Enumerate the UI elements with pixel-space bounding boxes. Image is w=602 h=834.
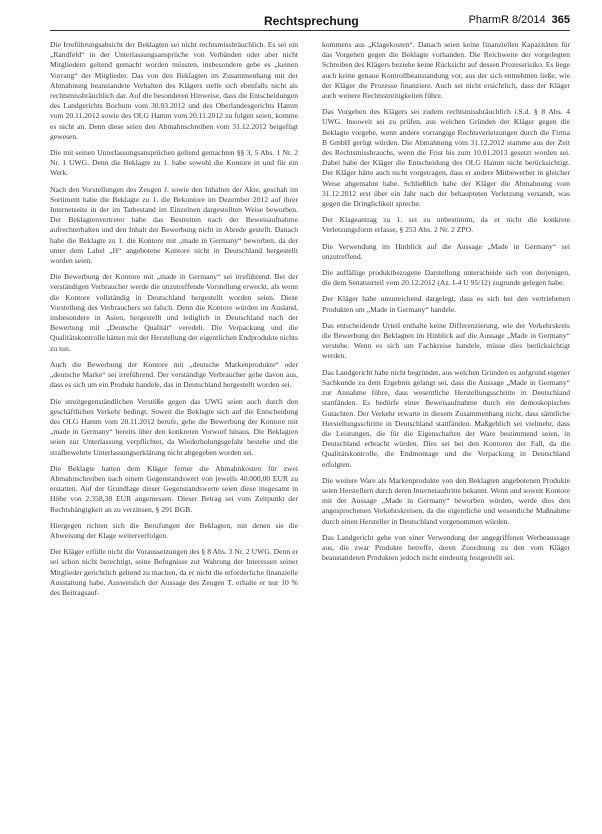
paragraph: Der Kläger erfülle nicht die Voraussetzungen des § 8 Abs. 3 Nr. 2 UWG. Denn er sei schon nicht berechtigt, seine Befugnisse zur Wahrung der Interessen seiner Mitglieder gerichtlich geltend zu machen, da er nicht die erforderliche finanzielle Ausstattung habe. Ausweislich der Aussage des Zeugen T. erhalte er nur 10 % des Beitragsauf- bbox=[50, 547, 298, 597]
left-column bbox=[50, 40, 298, 820]
paragraph: Hiergegen richten sich die Berufungen der Beklagten, mit denen sie die Abweisung der Klage weiterverfolgen. bbox=[50, 520, 298, 540]
journal-reference bbox=[469, 14, 570, 26]
paragraph: Der Kläger habe unzureichend dargelegt, dass es sich bei den vertriebenen Produkten um „Made in Germany“ handele. bbox=[322, 294, 570, 314]
right-column bbox=[322, 40, 570, 820]
paragraph: Die mit seinen Unterlassungsansprüchen geltend gemachten §§ 3, 5 Abs. 1 Nr. 2 Nr. 1 UWG. Denn die Beklagte zu 1. habe sowohl die Kontore in und für ein Werk. bbox=[50, 148, 298, 178]
journal-issue: PharmR 8/2014 bbox=[468, 14, 546, 26]
header-rule bbox=[50, 30, 570, 31]
paragraph: Die auffällige produktbezogene Darstellung unterscheide sich von derjenigen, die dem Senatsurteil vom 20.12.2012 (Az. I-4 U 95/12) zugrunde gelegen habe. bbox=[322, 268, 570, 288]
paragraph: Nach den Vorstellungen des Zeugen J. sowie den Inhalten der Akte, geschah im Sortiment habe die Beklagte zu 1. die Bekontore im Dezember 2012 auf ihrer Internetseite in der im Tatbestand im Einzelnen dargestellten Weise beworben. Der Beklagtenvertreter habe das Bestreiten nach der Beweisaufnahme aufrechterhalten und den Inhalt der Bewerbung nicht in Abrede gestellt. Danach habe die Beklagte zu 1. die Kontore mit „made in Germany“ beworben, da der unter dem Label „H“ angebotene Kontore nicht in Deutschland hergestellt worden seien. bbox=[50, 184, 298, 266]
page-number: 365 bbox=[551, 14, 570, 26]
paragraph: Das Landgericht gehe von einer Verwendung der angegriffenen Werbeaussage aus, die zwar Produkte betreffe, deren Zuordnung zu den vom Kläger beanstandeten Produkten jedoch nicht eindeutig festgestellt sei. bbox=[322, 532, 570, 563]
paragraph: Das Landgericht habe nicht begründet, aus welchen Gründen es aufgrund eigener Sachkunde zu dem Ergebnis gelangt sei, dass die Aussage „Made in Germany“ zur Annahme führe, dass wesentliche Herstellungsschritte in Deutschland stattfänden. Es bedürfe einer Beweisaufnahme durch ein demoskopisches Gutachten. Der Verkehr erwarte in diesem Zusammenhang nicht, dass sämtliche Herstellungsschritte in Deutschland stattfänden. Maßgeblich sei vielmehr, dass die Leistungen, die für die Eigenschaften der Ware bestimmend seien, in Deutschland erbracht würden. Dies sei bei den Kontoren der Fall, da die Qualitätskontrolle, die Endmontage und die Verpackung in Deutschland erfolgten. bbox=[322, 367, 570, 469]
paragraph: Die Irreführungsabsicht der Beklagten sei nicht rechtsmissbräuchlich. Es sei ein „Randfeld“ in der Unterlassungsansprüche von Verbänden oder aber nicht Mitgliedern geltend gemacht worden müssten, insbesondere gebe es „keinen Vorrang“ der Mitglieder. Das von den Beklagten im Zusammenhang mit der Abmahnung beanstandete Verhalten des Klägers stelle sich ebenfalls nicht als rechtsmissbräuchlich dar. Auf die besonderen Hinweise, dass die Entscheidungen des Landgerichts Bochum vom 30.03.2012 und des Oberlandesgerichts Hamm vom 20.11.2012 sowie des OLG Hamm vom 20.11.2012 zu folgen seien, komme es nicht an. Denn diese seien den Abmahnschreiben vom 31.12.2012 beigefügt gewesen. bbox=[50, 40, 298, 141]
paragraph: Die Bewerbung der Kontore mit „made in Germany“ sei irreführend. Bei der verständigen Verbraucher werde die unzutreffende Vorstellung erweckt, als wenn die Kontore vollständig in Deutschland hergestellt worden seien. Diese Vorstellung des Verbrauchers sei falsch. Denn die Kontore würden im Ausland, insbesondere in Asien, hergestellt und lediglich in Deutschland nach der Bewertung mit „Deutsche Qualität“ veredelt. Die Verpackung und die Qualitätskontrolle hätten mit der Herstellung der eigentlichen Endprodukte nichts zu tun. bbox=[50, 272, 298, 353]
paragraph: Der Klageantrag zu 1. sei zu unbestimmt, da er nicht die konkrete Verletzungsform erfasse, § 253 Abs. 2 Nr. 2 ZPO. bbox=[322, 215, 570, 235]
paragraph: Die weitere Ware als Markenprodukte von den Beklagten angebotenen Produkte seien Herstellern durch deren Internetauftritte bekannt. Wenn und soweit Kontore mit der Aussage „Made in Germany“ beworben würden, werde dies den angesprochenen Verkehrskreisen, da die eigentliche und wesentliche Maßnahme durch einen Hersteller in Deutschland vorgenommen würden. bbox=[322, 475, 570, 526]
article-body bbox=[50, 40, 570, 820]
paragraph: Die streitgegenständlichen Verstöße gegen das UWG seien auch durch den geschäftlichen Verkehr bedingt. Soweit die Beklagte sich auf die Entscheidung des OLG Hamm vom 20.11.2012 berufe, gehe die Bewerbung der Kontore mit „made in Germany“ bereits über den konkreten Vorwurf hinaus. Die Beklagten seien zur Unterlassung verpflichtet, da Wiederholungsgefahr bestehe und die strafbewehrte Unterlassungserklärung nicht abgegeben worden sei. bbox=[50, 396, 298, 457]
paragraph: Das entscheidende Urteil enthalte keine Differenzierung, wie der Verkehrskreis die Bewerbung der Beklagten im Hinblick auf die Aussage „Made in Germany“ verstehe. Wenn es sich um Fachkreise handele, müsse dies berücksichtigt werden. bbox=[322, 320, 570, 361]
paragraph: Die Beklagte hatten dem Kläger ferner die Abmahnkosten für zwei Abmahnschreiben nach einem Gegenstandswert von jeweils 40.000,00 EUR zu erstatten. Auf der Grundlage dieser Gegenstandswerte seien diese insgesamt in Höhe von 2.358,38 EUR angemessen. Dieser Betrag sei vom Zeitpunkt der Rechtshängigkeit an zu verzinsen, § 291 BGB. bbox=[50, 463, 298, 514]
paragraph: Die Verwendung im Hinblick auf die Aussage „Made in Germany“ sei unzutreffend. bbox=[322, 241, 570, 261]
paragraph: Auch die Bewerbung der Kontore mit „deutsche Markenprodukte“ oder „deutsche Marke“ sei irreführend. Der verständige Verbraucher gehe davon aus, dass es sich um ein Produkt handele, das in Deutschland hergestellt worden sei. bbox=[50, 359, 298, 390]
paragraph: kommens aus „Klagekosten“. Danach seien keine finanziellen Kapazitäten für das Vorgehen gegen die Beklagte vorhanden. Die Reichweite der vorgelegten Schreiben des Klägers beziehe keine Rücksicht auf dessen Prozessrisiko. Es liege auch keine genaue Kontrollbeanstandung vor, aus der sich entnehmen ließe, wie der Kläger die Prozesse finanziere. Auch sei nicht ersichtlich, dass der Kläger auch weitere Rechtsstreitigkeiten führe. bbox=[322, 40, 570, 101]
paragraph: Das Vorgehen des Klägers sei zudem rechtsmissbräuchlich i.S.d. § 8 Abs. 4 UWG. Insoweit sei zu prüfen, aus welchen Gründen der Kläger gegen die Beklagte vorgehe, wenn andere vorrangige Rechtsverletzungen durch die Firma B GmbH gerügt würden. Die Abmahnung vom 31.12.2012 stamme aus der Zeit des Rechtsmissbrauchs, wenn die Frist bis zum 10.01.2013 gesetzt worden sei. Dabei habe der Kläger die Entscheidung des OLG Hamm nicht berücksichtigt. Der Kläger hätte auch nicht vorgetragen, dass er andere Mitbewerber in gleicher Weise abgemahnt habe. Schließlich habe der Kläger die Abmahnung vom 31.12.2012 erst über ein Jahr nach der behaupteten Verletzung versandt, was gegen die Dringlichkeit spreche. bbox=[322, 107, 570, 209]
section-title: Rechtsprechung bbox=[264, 14, 359, 28]
